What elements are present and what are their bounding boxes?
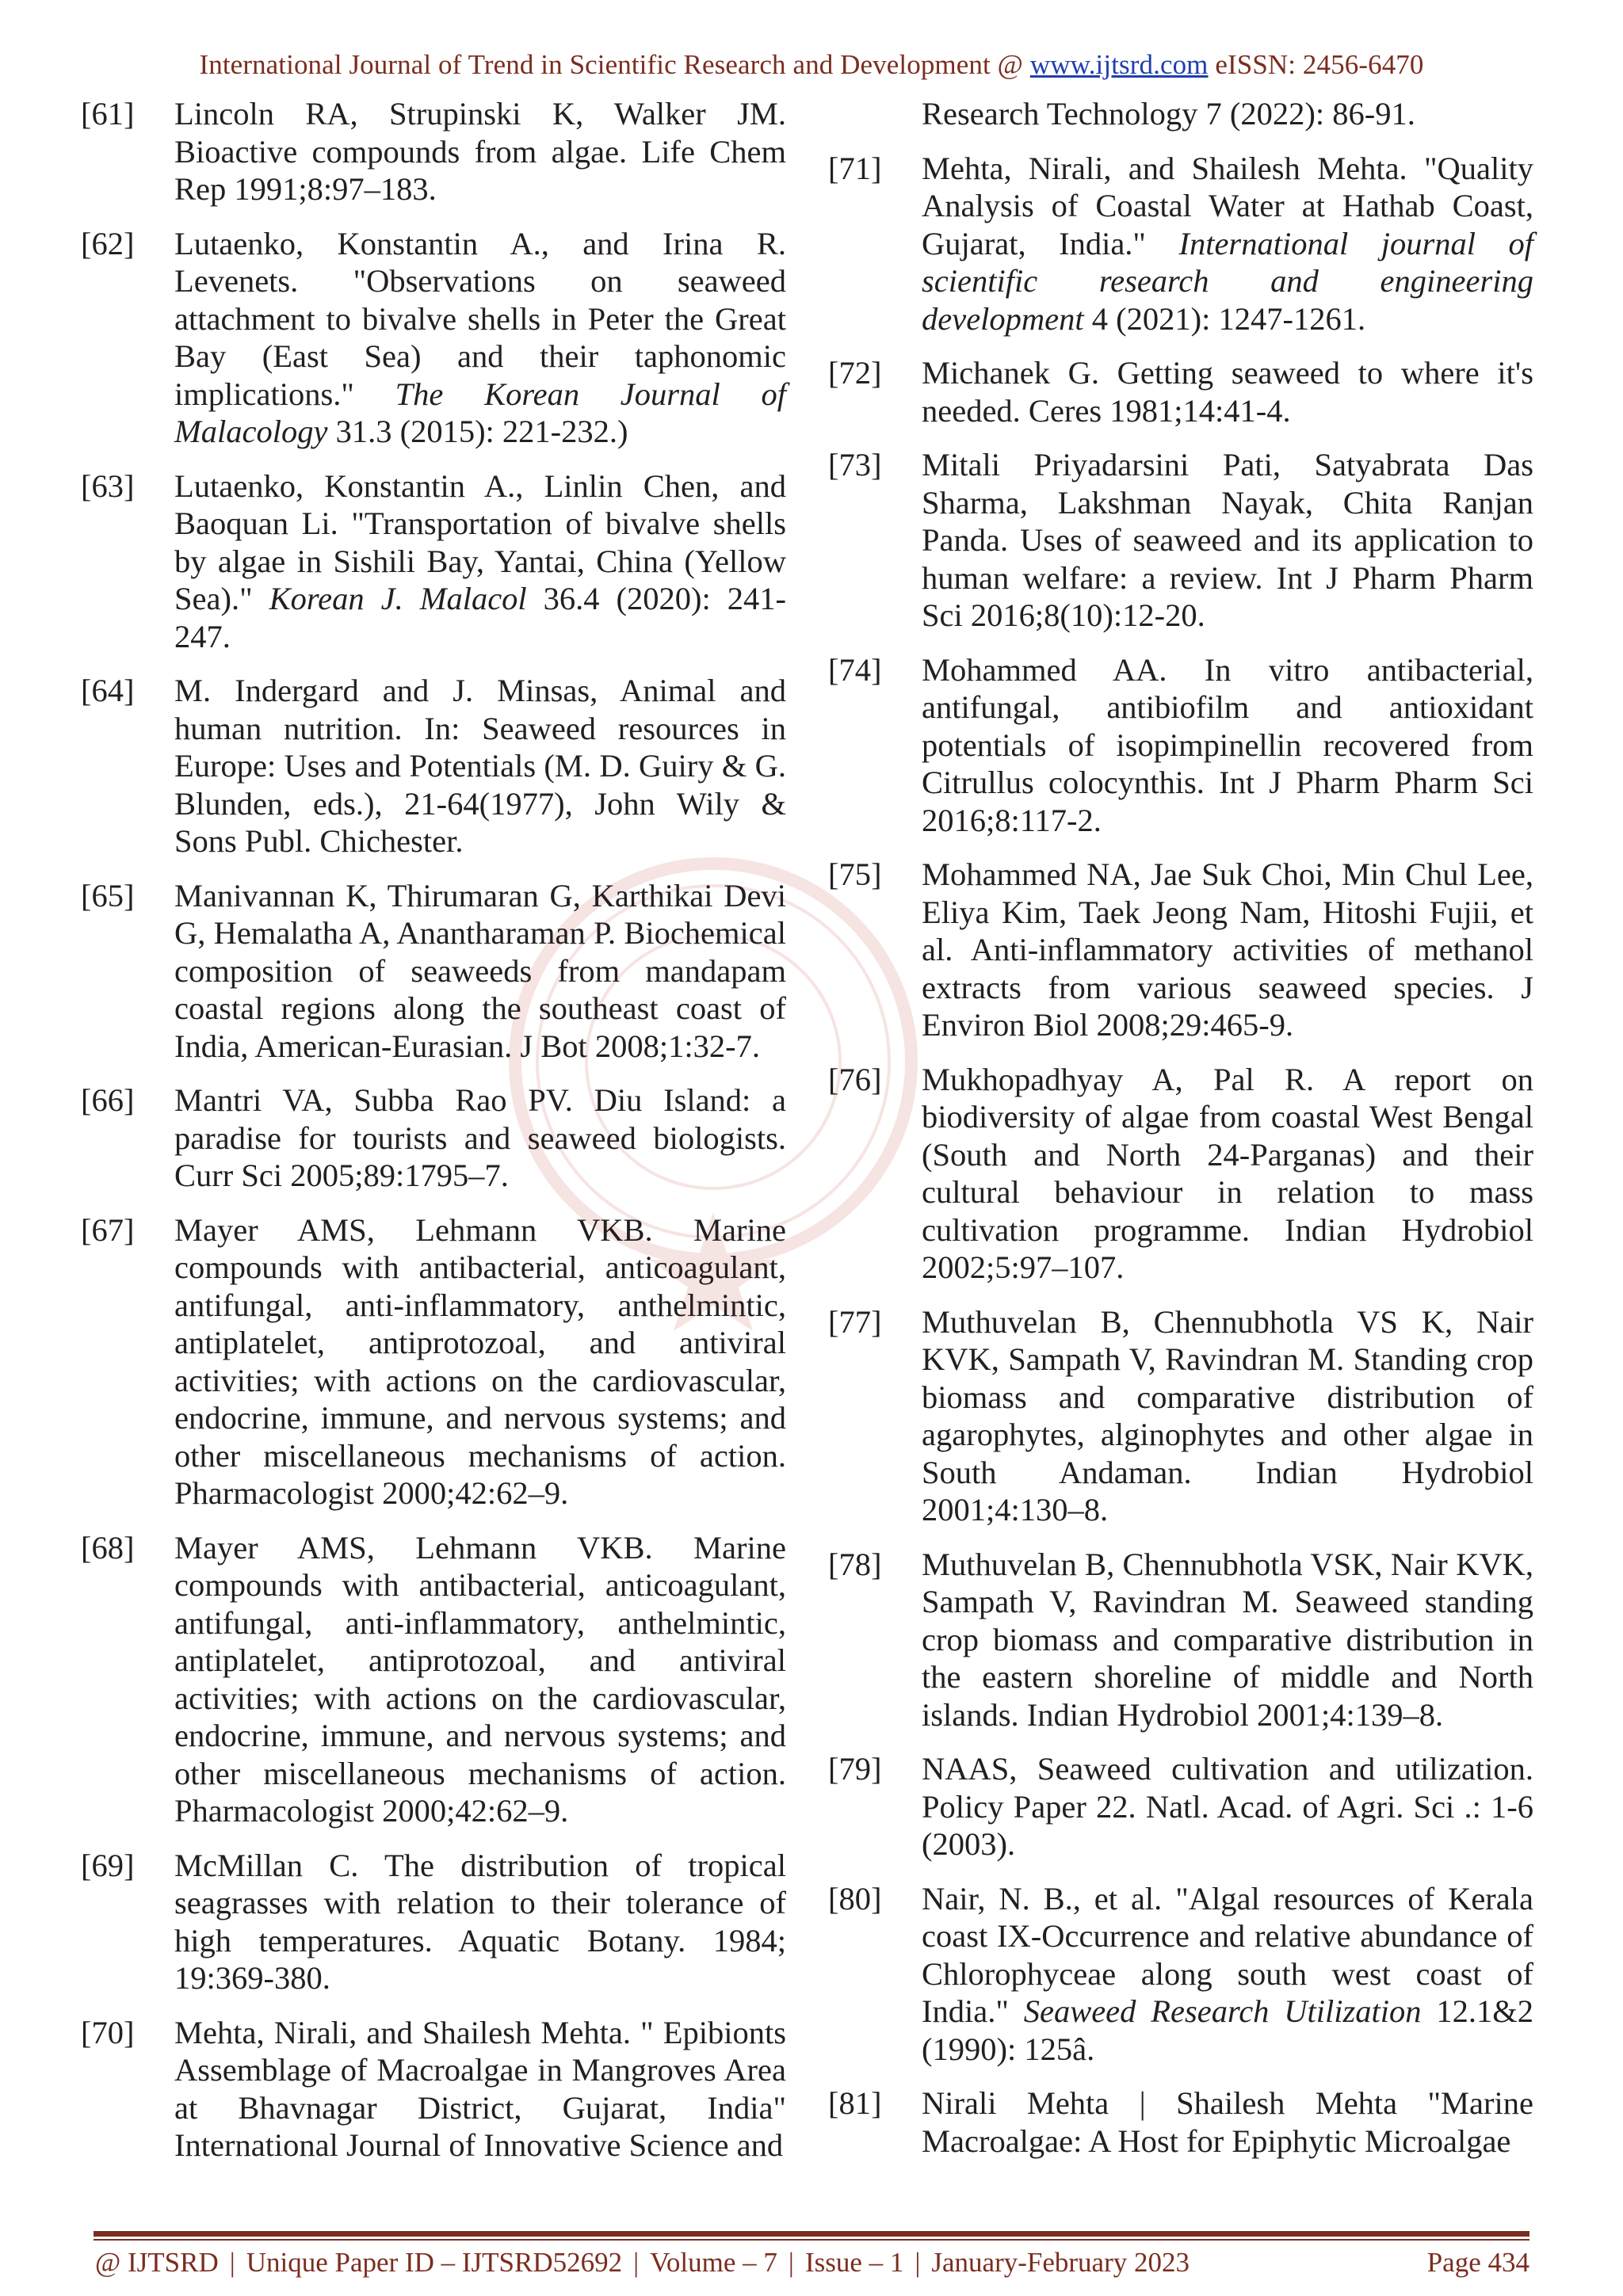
reference-text	[174, 1847, 786, 1997]
reference-text	[174, 672, 786, 860]
reference-item	[828, 2084, 1533, 2160]
reference-number: [75]	[828, 856, 882, 892]
reference-segment: Mayer AMS, Lehmann VKB. Marine compounds with antibacterial, anticoagulant, antifungal, anti-inflammatory, anthelmintic, antiplatelet, antiprotozoal, and antiviral activities; with actions on the cardiovascular, endocrine, immune, and nervous systems; and other miscellaneous mechanisms of action. Pharmacologist 2000;42:62–9.	[174, 1211, 786, 1511]
reference-segment: Mohammed NA, Jae Suk Choi, Min Chul Lee, Eliya Kim, Taek Jeong Nam, Hitoshi Fujii, et al. Anti-inflammatory activities of methanol extracts from various seaweed species. J Environ Biol 2008;29:465-9.	[922, 856, 1533, 1043]
reference-number: [66]	[81, 1082, 135, 1118]
reference-number: [74]	[828, 651, 882, 688]
reference-text	[922, 1303, 1533, 1529]
reference-segment: Manivannan K, Thirumaran G, Karthikai Devi G, Hemalatha A, Anantharaman P. Biochemical composition of seaweeds from mandapam coastal regions along the southeast coast of India, American-Eurasian. J Bot 2008;1:32-7.	[174, 877, 786, 1064]
reference-number: [73]	[828, 447, 882, 482]
reference-text	[922, 1061, 1533, 1287]
left-column	[81, 95, 786, 2181]
reference-item	[81, 877, 786, 1066]
reference-segment: M. Indergard and J. Minsas, Animal and human nutrition. In: Seaweed resources in Europe: Uses and Potentials (M. D. Guiry & G. Blunden, eds.), 21-64(1977), John Wily & Sons Publ. Chichester.	[174, 673, 786, 859]
reference-text	[922, 651, 1533, 840]
reference-journal-title: Korean J. Malacol	[269, 581, 527, 616]
reference-item	[81, 225, 786, 451]
reference-item	[81, 1211, 786, 1512]
header-prefix: International Journal of Trend in Scientific Research and Development @	[199, 49, 1030, 80]
footer-paper-id: Unique Paper ID – IJTSRD52692	[246, 2247, 623, 2278]
reference-segment: Lutaenko, Konstantin A., and Irina R. Levenets. "Observations on seaweed attachment to bivalve shells in Peter the Great Bay (East Sea) and their taphonomic implications."	[174, 225, 786, 412]
running-footer: @ IJTSRD | Unique Paper ID – IJTSRD52692 | Volume – 7 | Issue – 1 | January-February 2023 Page 434	[95, 2247, 1529, 2278]
reference-number: [72]	[828, 355, 882, 391]
reference-item	[81, 467, 786, 656]
reference-item	[81, 1081, 786, 1195]
reference-segment: Nirali Mehta | Shailesh Mehta "Marine Macroalgae: A Host for Epiphytic Microalgae	[922, 2085, 1533, 2159]
reference-segment: Muthuvelan B, Chennubhotla VSK, Nair KVK, Sampath V, Ravindran M. Seaweed standing crop biomass and comparative distribution in the eastern shoreline of middle and North islands. Indian Hydrobiol 2001;4:139–8.	[922, 1546, 1533, 1733]
reference-item	[81, 95, 786, 208]
reference-item	[828, 856, 1533, 1044]
reference-number: [63]	[81, 467, 135, 504]
reference-text	[922, 1546, 1533, 1734]
reference-text	[922, 1750, 1533, 1863]
reference-item	[828, 651, 1533, 840]
journal-website-link[interactable]: www.ijtsrd.com	[1029, 49, 1209, 80]
reference-text	[174, 2014, 786, 2164]
reference-number: [67]	[81, 1211, 135, 1248]
reference-text	[174, 1081, 786, 1195]
reference-item	[828, 1061, 1533, 1287]
reference-item	[828, 1750, 1533, 1863]
reference-segment: Nair, N. B., et al. "Algal resources of Kerala coast IX-Occurrence and relative abundance of Chlorophyceae along south west coast of India."	[922, 1880, 1533, 2029]
reference-text	[174, 467, 786, 656]
reference-number: [78]	[828, 1546, 882, 1582]
reference-segment: Lutaenko, Konstantin A., Linlin Chen, and Baoquan Li. "Transportation of bivalve shells by algae in Sishili Bay, Yantai, China (Yellow Sea)."	[174, 467, 786, 616]
reference-text	[922, 1880, 1533, 2069]
reference-segment: Lincoln RA, Strupinski K, Walker JM. Bioactive compounds from algae. Life Chem Rep 1991;8:97–183.	[174, 96, 786, 207]
reference-number: [80]	[828, 1880, 882, 1917]
reference-journal-title: Seaweed Research Utilization	[1023, 1993, 1422, 2029]
reference-segment: Mantri VA, Subba Rao PV. Diu Island: a paradise for tourists and seaweed biologists. Curr Sci 2005;89:1795–7.	[174, 1082, 786, 1193]
reference-number: [81]	[828, 2085, 882, 2121]
reference-segment: 12.1&2 (1990): 125â.	[922, 1993, 1533, 2067]
footer-page-number: Page 434	[1426, 2247, 1529, 2278]
reference-number: [70]	[81, 2014, 135, 2050]
reference-segment: Mukhopadhyay A, Pal R. A report on biodiversity of algae from coastal West Bengal (South and North 24-Parganas) and their cultural behaviour in relation to mass cultivation programme. Indian Hydrobiol 2002;5:97–107.	[922, 1061, 1533, 1285]
right-column	[828, 95, 1533, 2176]
reference-continuation: Research Technology 7 (2022): 86-91.	[922, 96, 1415, 132]
reference-text	[174, 225, 786, 451]
reference-number: [79]	[828, 1751, 882, 1787]
footer-journal: @ IJTSRD	[95, 2247, 219, 2278]
reference-text	[922, 856, 1533, 1044]
reference-item	[81, 1529, 786, 1830]
reference-segment: NAAS, Seaweed cultivation and utilization. Policy Paper 22. Natl. Acad. of Agri. Sci .: 1-6 (2003).	[922, 1751, 1533, 1862]
reference-text	[174, 877, 786, 1066]
reference-segment: Mayer AMS, Lehmann VKB. Marine compounds with antibacterial, anticoagulant, antifungal, anti-inflammatory, anthelmintic, antiplatelet, antiprotozoal, and antiviral activities; with actions on the cardiovascular, endocrine, immune, and nervous systems; and other miscellaneous mechanisms of action. Pharmacologist 2000;42:62–9.	[174, 1529, 786, 1829]
reference-segment: McMillan C. The distribution of tropical seagrasses with relation to their tolerance of high temperatures. Aquatic Botany. 1984; 19:369-380.	[174, 1847, 786, 1996]
reference-item	[828, 1880, 1533, 2069]
reference-item	[828, 1303, 1533, 1529]
reference-item	[828, 1546, 1533, 1734]
running-header	[0, 49, 1623, 81]
header-issn: eISSN: 2456-6470	[1208, 49, 1424, 80]
reference-number: [68]	[81, 1529, 135, 1566]
reference-number: [71]	[828, 150, 882, 186]
reference-segment: Mohammed AA. In vitro antibacterial, antifungal, antibiofilm and antioxidant potentials of isopimpinellin recovered from Citrullus colocynthis. Int J Pharm Pharm Sci 2016;8:117-2.	[922, 651, 1533, 838]
reference-number: [69]	[81, 1847, 135, 1883]
reference-item	[81, 2014, 786, 2164]
reference-segment: Mitali Priyadarsini Pati, Satyabrata Das Sharma, Lakshman Nayak, Chita Ranjan Panda. Uses of seaweed and its application to human welfare: a review. Int J Pharm Pharm Sci 2016;8(10):12-20.	[922, 447, 1533, 633]
footer-volume: Volume – 7	[650, 2247, 777, 2278]
reference-text	[922, 150, 1533, 338]
reference-journal-title: International journal of scientific research and engineering development	[922, 225, 1533, 337]
reference-text	[174, 1211, 786, 1512]
reference-number: [65]	[81, 877, 135, 913]
reference-segment: 4 (2021): 1247-1261.	[1083, 300, 1366, 337]
footer-issue: Issue – 1	[804, 2247, 904, 2278]
reference-item	[828, 150, 1533, 338]
footer-rule-thin	[94, 2239, 1529, 2241]
reference-segment: Muthuvelan B, Chennubhotla VS K, Nair KVK, Sampath V, Ravindran M. Standing crop biomass and comparative distribution of agarophytes, alginophytes and other algae in South Andaman. Indian Hydrobiol 2001;4:130–8.	[922, 1303, 1533, 1527]
reference-number: [77]	[828, 1303, 882, 1340]
reference-text	[922, 446, 1533, 635]
footer-date: January-February 2023	[931, 2247, 1190, 2278]
reference-segment: Mehta, Nirali, and Shailesh Mehta. "Quality Analysis of Coastal Water at Hathab Coast, Gujarat, India."	[922, 150, 1533, 261]
reference-number: [61]	[81, 96, 135, 132]
reference-text	[922, 2084, 1533, 2160]
footer-rule	[94, 2231, 1529, 2237]
reference-item	[81, 672, 786, 860]
reference-number: [62]	[81, 225, 135, 261]
reference-segment: Mehta, Nirali, and Shailesh Mehta. " Epibionts Assemblage of Macroalgae in Mangroves Area at Bhavnagar District, Gujarat, India" International Journal of Innovative Science and	[174, 2014, 786, 2163]
reference-text	[174, 1529, 786, 1830]
reference-number: [76]	[828, 1061, 882, 1097]
reference-text	[174, 95, 786, 208]
reference-segment: 36.4 (2020): 241-247.	[174, 581, 787, 654]
reference-segment: 31.3 (2015): 221-232.)	[327, 414, 628, 449]
reference-segment: Michanek G. Getting seaweed to where it's needed. Ceres 1981;14:41-4.	[922, 355, 1533, 429]
reference-item	[828, 354, 1533, 429]
reference-text	[922, 354, 1533, 429]
reference-item	[81, 1847, 786, 1997]
reference-number: [64]	[81, 673, 135, 708]
reference-journal-title: The Korean Journal of Malacology	[174, 376, 786, 449]
reference-item	[828, 446, 1533, 635]
